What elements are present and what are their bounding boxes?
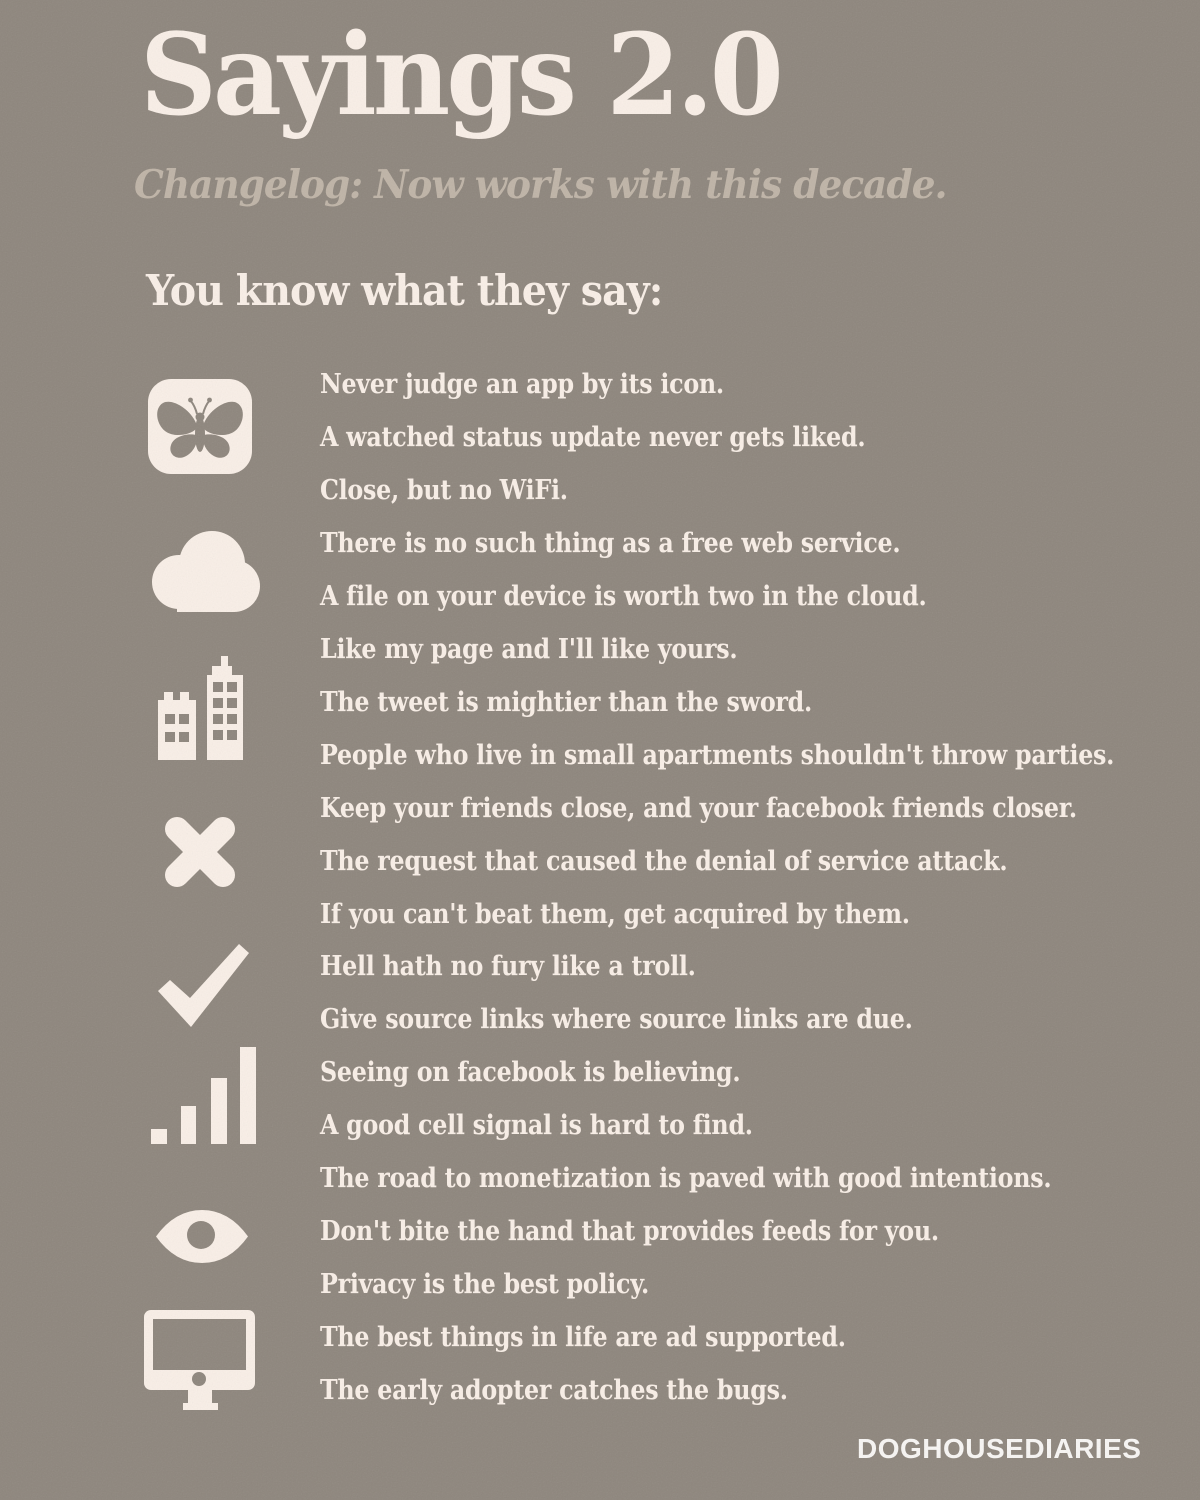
saying-line: A file on your device is worth two in the cloud. (320, 580, 927, 612)
poster-title: Sayings 2.0 (140, 10, 781, 141)
list-heading: You know what they say: (146, 266, 663, 315)
saying-line: Never judge an app by its icon. (320, 369, 724, 400)
saying-line: A good cell signal is hard to find. (320, 1110, 753, 1142)
monitor-icon (144, 1310, 256, 1410)
saying-line: Like my page and I'll like yours. (320, 633, 738, 665)
saying-line: The road to monetization is paved with good intentions. (320, 1163, 1052, 1195)
signal-bars-icon (151, 1047, 256, 1144)
buildings-icon (158, 656, 246, 760)
cloud-icon (149, 529, 260, 613)
poster-subtitle: Changelog: Now works with this decade. (134, 162, 947, 208)
saying-line: If you can't beat them, get acquired by them. (320, 898, 910, 930)
credit-text: DOGHOUSEDIARIES (857, 1433, 1142, 1464)
saying-line: Give source links where source links are due. (320, 1004, 913, 1036)
x-mark-icon (163, 813, 237, 891)
saying-line: A watched status update never gets liked. (320, 421, 866, 453)
eye-icon (155, 1210, 249, 1263)
saying-line: Close, but no WiFi. (320, 474, 568, 506)
saying-line: The tweet is mightier than the sword. (320, 686, 813, 718)
saying-line: The early adopter catches the bugs. (320, 1375, 788, 1407)
saying-line: Don't bite the hand that provides feeds for you. (320, 1216, 939, 1248)
saying-line: There is no such thing as a free web service. (320, 527, 901, 559)
saying-line: Hell hath no fury like a troll. (320, 951, 696, 983)
saying-line: People who live in small apartments shouldn't throw parties. (320, 739, 1115, 771)
saying-line: Keep your friends close, and your facebook friends closer. (320, 792, 1077, 824)
butterfly-app-icon (148, 379, 252, 474)
saying-line: The best things in life are ad supported. (320, 1322, 846, 1354)
saying-line: Seeing on facebook is believing. (320, 1057, 741, 1089)
saying-line: Privacy is the best policy. (320, 1269, 650, 1301)
saying-line: The request that caused the denial of service attack. (320, 845, 1008, 877)
checkmark-icon (155, 942, 249, 1028)
